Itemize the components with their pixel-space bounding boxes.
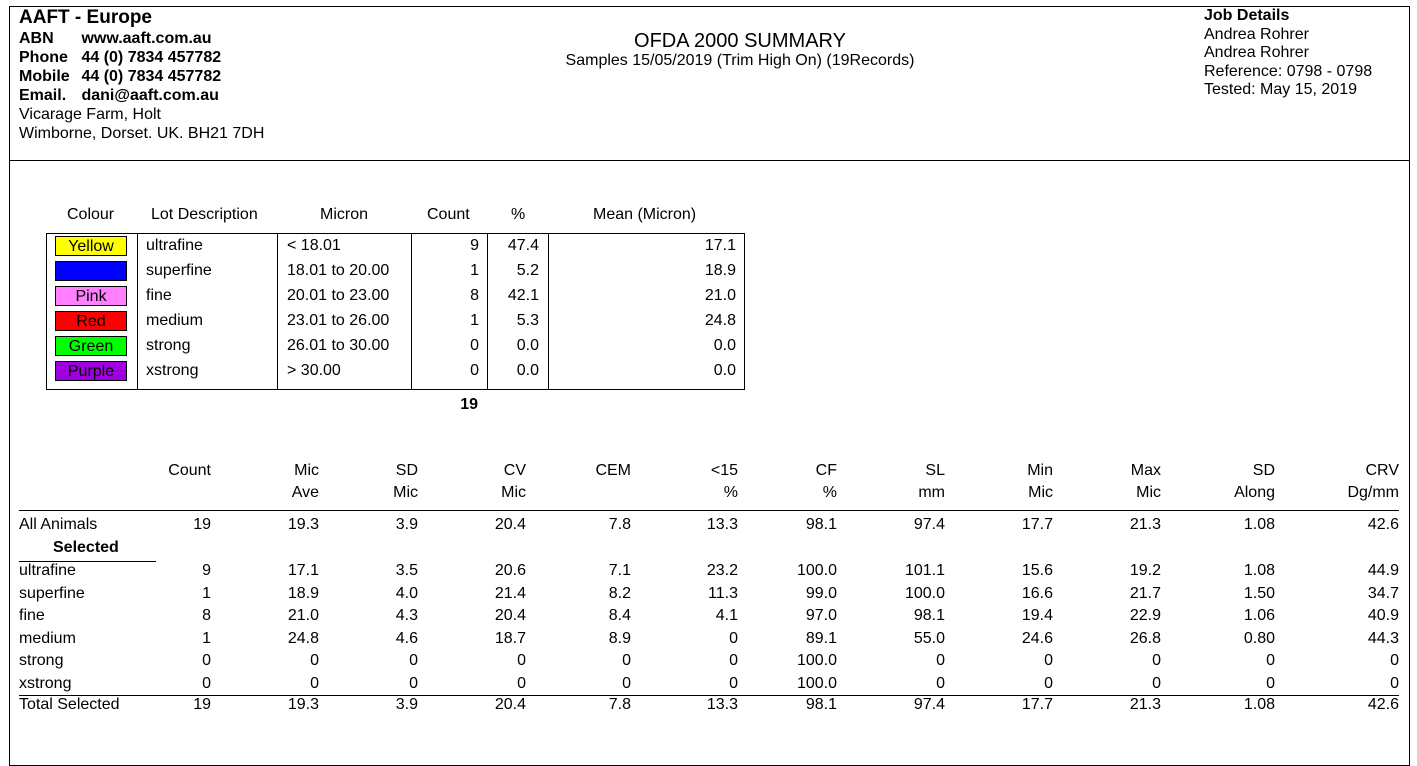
stat-value: 23.2 xyxy=(706,562,738,579)
stat-value: 19 xyxy=(193,516,211,533)
ct-total-count: 19 xyxy=(460,396,478,413)
job-reference: Reference: 0798 - 0798 xyxy=(1204,62,1373,80)
company-phone: Phone 44 (0) 7834 457782 xyxy=(19,49,222,66)
micron-range: < 18.01 xyxy=(287,237,341,254)
lot-description: xstrong xyxy=(146,362,199,379)
stat-value: 11.3 xyxy=(708,584,738,602)
stats-header: Mic Ave xyxy=(291,462,319,501)
lot-stats-row xyxy=(0,650,1417,672)
colour-swatch: Purple xyxy=(55,361,127,381)
ct-header-pct: % xyxy=(511,206,526,223)
selected-underline xyxy=(19,561,156,562)
lot-mean: 24.8 xyxy=(704,312,736,329)
row-label: Total Selected xyxy=(19,696,120,713)
lot-count: 1 xyxy=(470,312,479,329)
stat-value: 101.1 xyxy=(904,562,945,579)
stat-value: 26.8 xyxy=(1129,629,1161,647)
lot-stats-row xyxy=(0,673,1417,695)
stats-header: SL mm xyxy=(918,462,945,501)
stat-value: 19.2 xyxy=(1129,562,1161,579)
stat-value: 8.9 xyxy=(608,629,631,647)
stats-header: Max Mic xyxy=(1130,462,1161,501)
stat-value: 42.6 xyxy=(1367,696,1399,713)
job-line-2: Andrea Rohrer xyxy=(1204,44,1309,61)
stat-value: 0 xyxy=(202,652,211,669)
report-title: OFDA 2000 SUMMARY xyxy=(634,30,846,52)
stats-header: SD Along xyxy=(1234,462,1275,501)
stat-value: 22.9 xyxy=(1129,607,1161,624)
micron-range: > 30.00 xyxy=(287,362,341,379)
stat-value: 24.8 xyxy=(287,629,319,647)
stats-header: CEM xyxy=(595,462,631,479)
stat-value: 40.9 xyxy=(1367,607,1399,624)
job-heading: Job Details xyxy=(1204,7,1290,24)
stat-value: 100.0 xyxy=(796,674,837,692)
stat-value: 0 xyxy=(1390,674,1399,692)
colour-swatch: Pink xyxy=(55,286,127,306)
colour-swatch: Yellow xyxy=(55,236,127,256)
company-block xyxy=(19,7,264,143)
stat-value: 0 xyxy=(409,652,418,669)
stat-value: 19.4 xyxy=(1021,607,1053,624)
stat-value: 4.3 xyxy=(395,607,418,624)
stat-value: 17.1 xyxy=(287,562,319,579)
colour-row xyxy=(46,308,745,333)
stat-value: 0 xyxy=(729,652,738,669)
stat-value: 100.0 xyxy=(796,562,837,579)
stat-value: 97.4 xyxy=(913,516,945,533)
lot-mean: 0.0 xyxy=(713,362,736,379)
stat-value: 0 xyxy=(1390,652,1399,669)
stats-header: Min Mic xyxy=(1027,462,1053,501)
lot-percent: 0.0 xyxy=(516,362,539,379)
company-email: Email. dani@aaft.com.au xyxy=(19,87,219,104)
lot-percent: 5.2 xyxy=(516,262,539,279)
report-subtitle: Samples 15/05/2019 (Trim High On) (19Records) xyxy=(565,52,915,69)
colour-swatch: Green xyxy=(55,336,127,356)
stat-value: 0 xyxy=(310,674,319,692)
stat-value: 8 xyxy=(202,607,211,624)
stat-value: 17.7 xyxy=(1021,696,1053,713)
stat-value: 0 xyxy=(517,674,526,692)
job-tested: Tested: May 15, 2019 xyxy=(1204,81,1357,98)
stat-value: 97.4 xyxy=(913,696,945,713)
colour-row xyxy=(46,283,745,308)
ct-header-micron: Micron xyxy=(320,206,369,223)
lot-description: medium xyxy=(146,312,203,329)
ct-header-lot: Lot Description xyxy=(151,206,258,223)
stat-value: 21.4 xyxy=(494,584,526,602)
company-name: AAFT - Europe xyxy=(19,7,152,28)
stat-value: 0 xyxy=(729,629,738,647)
stat-value: 18.7 xyxy=(494,629,526,647)
lot-count: 9 xyxy=(470,237,479,254)
lot-description: fine xyxy=(146,287,172,304)
stat-value: 1.08 xyxy=(1243,516,1275,533)
stat-value: 24.6 xyxy=(1021,629,1053,647)
lot-description: ultrafine xyxy=(146,237,203,254)
stat-value: 44.9 xyxy=(1367,562,1399,579)
stat-value: 0 xyxy=(622,652,631,669)
stat-value: 3.9 xyxy=(395,696,418,713)
micron-range: 20.01 to 23.00 xyxy=(287,287,390,304)
stat-value: 0 xyxy=(1044,674,1053,692)
colour-swatch: Blue xyxy=(55,261,127,281)
row-label: superfine xyxy=(19,584,85,602)
row-label: xstrong xyxy=(19,674,72,692)
colour-row xyxy=(46,333,745,358)
lot-mean: 18.9 xyxy=(704,262,736,279)
stat-value: 100.0 xyxy=(796,652,837,669)
stat-value: 19.3 xyxy=(287,696,319,713)
stat-value: 4.1 xyxy=(715,607,738,624)
stat-value: 17.7 xyxy=(1021,516,1053,533)
stat-value: 13.3 xyxy=(706,516,738,533)
company-mobile: Mobile 44 (0) 7834 457782 xyxy=(19,68,222,85)
stat-value: 9 xyxy=(202,562,211,579)
lot-stats-row xyxy=(0,605,1417,627)
stat-value: 20.6 xyxy=(494,562,526,579)
stat-value: 1.50 xyxy=(1243,584,1275,602)
stat-value: 21.3 xyxy=(1129,696,1161,713)
stat-value: 18.9 xyxy=(287,584,319,602)
stats-header: CRV Dg/mm xyxy=(1347,462,1399,501)
stat-value: 21.3 xyxy=(1129,516,1161,533)
row-label: ultrafine xyxy=(19,562,76,579)
header-divider xyxy=(9,160,1410,161)
colour-row xyxy=(46,233,745,258)
micron-range: 26.01 to 30.00 xyxy=(287,337,390,354)
stat-value: 7.1 xyxy=(608,562,631,579)
stat-value: 0 xyxy=(409,674,418,692)
total-rule xyxy=(19,695,1399,696)
micron-range: 23.01 to 26.00 xyxy=(287,312,390,329)
lot-count: 8 xyxy=(470,287,479,304)
lot-percent: 0.0 xyxy=(516,337,539,354)
lot-count: 1 xyxy=(470,262,479,279)
ct-header-count: Count xyxy=(427,206,470,223)
stat-value: 100.0 xyxy=(904,584,945,602)
stat-value: 1.06 xyxy=(1243,607,1275,624)
stat-value: 0 xyxy=(1044,652,1053,669)
stat-value: 20.4 xyxy=(494,696,526,713)
job-details xyxy=(1204,7,1372,100)
ct-header-colour: Colour xyxy=(67,206,115,223)
stat-value: 0 xyxy=(310,652,319,669)
lot-count: 0 xyxy=(470,337,479,354)
stat-value: 19.3 xyxy=(287,516,319,533)
stat-value: 7.8 xyxy=(608,516,631,533)
stat-value: 21.7 xyxy=(1129,584,1161,602)
stat-value: 0 xyxy=(1266,652,1275,669)
stat-value: 0 xyxy=(1152,652,1161,669)
stat-value: 34.7 xyxy=(1367,584,1399,602)
stats-header: <15 % xyxy=(710,462,738,501)
stat-value: 1 xyxy=(202,629,211,647)
stats-header: CF % xyxy=(815,462,837,501)
stats-header-rule xyxy=(19,510,1399,511)
stat-value: 89.1 xyxy=(805,629,837,647)
stat-value: 44.3 xyxy=(1367,629,1399,647)
stats-header: Count xyxy=(168,462,211,479)
stat-value: 1.08 xyxy=(1243,696,1275,713)
job-line-1: Andrea Rohrer xyxy=(1204,25,1309,43)
company-address-2: Wimborne, Dorset. UK. BH21 7DH xyxy=(19,125,265,142)
company-address-1: Vicarage Farm, Holt xyxy=(19,106,161,123)
lot-mean: 21.0 xyxy=(704,287,736,304)
stat-value: 0 xyxy=(936,674,945,692)
lot-stats-row xyxy=(0,560,1417,582)
stat-value: 0 xyxy=(517,652,526,669)
row-label: fine xyxy=(19,607,45,624)
stat-value: 98.1 xyxy=(805,516,837,533)
stats-header: SD Mic xyxy=(393,462,418,501)
stat-value: 98.1 xyxy=(913,607,945,624)
ct-header-mean: Mean (Micron) xyxy=(593,206,697,223)
stat-value: 15.6 xyxy=(1021,562,1053,579)
stat-value: 0 xyxy=(1152,674,1161,692)
selected-label: Selected xyxy=(53,539,119,556)
colour-row xyxy=(46,258,745,283)
stat-value: 0 xyxy=(729,674,738,692)
stat-value: 20.4 xyxy=(494,607,526,624)
all-animals-row xyxy=(0,514,1417,536)
report-title-block xyxy=(500,30,980,70)
stat-value: 0 xyxy=(622,674,631,692)
row-label: medium xyxy=(19,629,76,647)
stat-value: 1 xyxy=(202,584,211,602)
lot-description: strong xyxy=(146,337,191,354)
lot-percent: 47.4 xyxy=(507,237,539,254)
stat-value: 0.80 xyxy=(1243,629,1275,647)
stat-value: 55.0 xyxy=(913,629,945,647)
lot-stats-row xyxy=(0,583,1417,605)
stat-value: 42.6 xyxy=(1367,516,1399,533)
lot-mean: 0.0 xyxy=(713,337,736,354)
row-label: strong xyxy=(19,652,64,669)
stat-value: 21.0 xyxy=(287,607,319,624)
stat-value: 3.9 xyxy=(395,516,418,533)
total-selected-row xyxy=(0,694,1417,716)
stat-value: 7.8 xyxy=(608,696,631,713)
lot-stats-row xyxy=(0,628,1417,650)
lot-mean: 17.1 xyxy=(704,237,736,254)
stat-value: 0 xyxy=(202,674,211,692)
stat-value: 19 xyxy=(193,696,211,713)
stat-value: 0 xyxy=(936,652,945,669)
stat-value: 98.1 xyxy=(805,696,837,713)
stat-value: 13.3 xyxy=(706,696,738,713)
stat-value: 8.4 xyxy=(608,607,631,624)
lot-percent: 5.3 xyxy=(516,312,539,329)
stat-value: 1.08 xyxy=(1243,562,1275,579)
lot-percent: 42.1 xyxy=(507,287,539,304)
colour-row xyxy=(46,358,745,383)
micron-range: 18.01 to 20.00 xyxy=(287,262,390,279)
stat-value: 8.2 xyxy=(608,584,631,602)
stat-value: 97.0 xyxy=(805,607,837,624)
lot-description: superfine xyxy=(146,262,212,279)
stat-value: 20.4 xyxy=(494,516,526,533)
colour-swatch: Red xyxy=(55,311,127,331)
lot-count: 0 xyxy=(470,362,479,379)
company-abn: ABN www.aaft.com.au xyxy=(19,30,212,47)
stat-value: 0 xyxy=(1266,674,1275,692)
stat-value: 16.6 xyxy=(1021,584,1053,602)
stats-header: CV Mic xyxy=(501,462,526,501)
stat-value: 99.0 xyxy=(805,584,837,602)
stat-value: 4.6 xyxy=(395,629,418,647)
row-label: All Animals xyxy=(19,516,98,533)
stat-value: 4.0 xyxy=(395,584,418,602)
stat-value: 3.5 xyxy=(395,562,418,579)
